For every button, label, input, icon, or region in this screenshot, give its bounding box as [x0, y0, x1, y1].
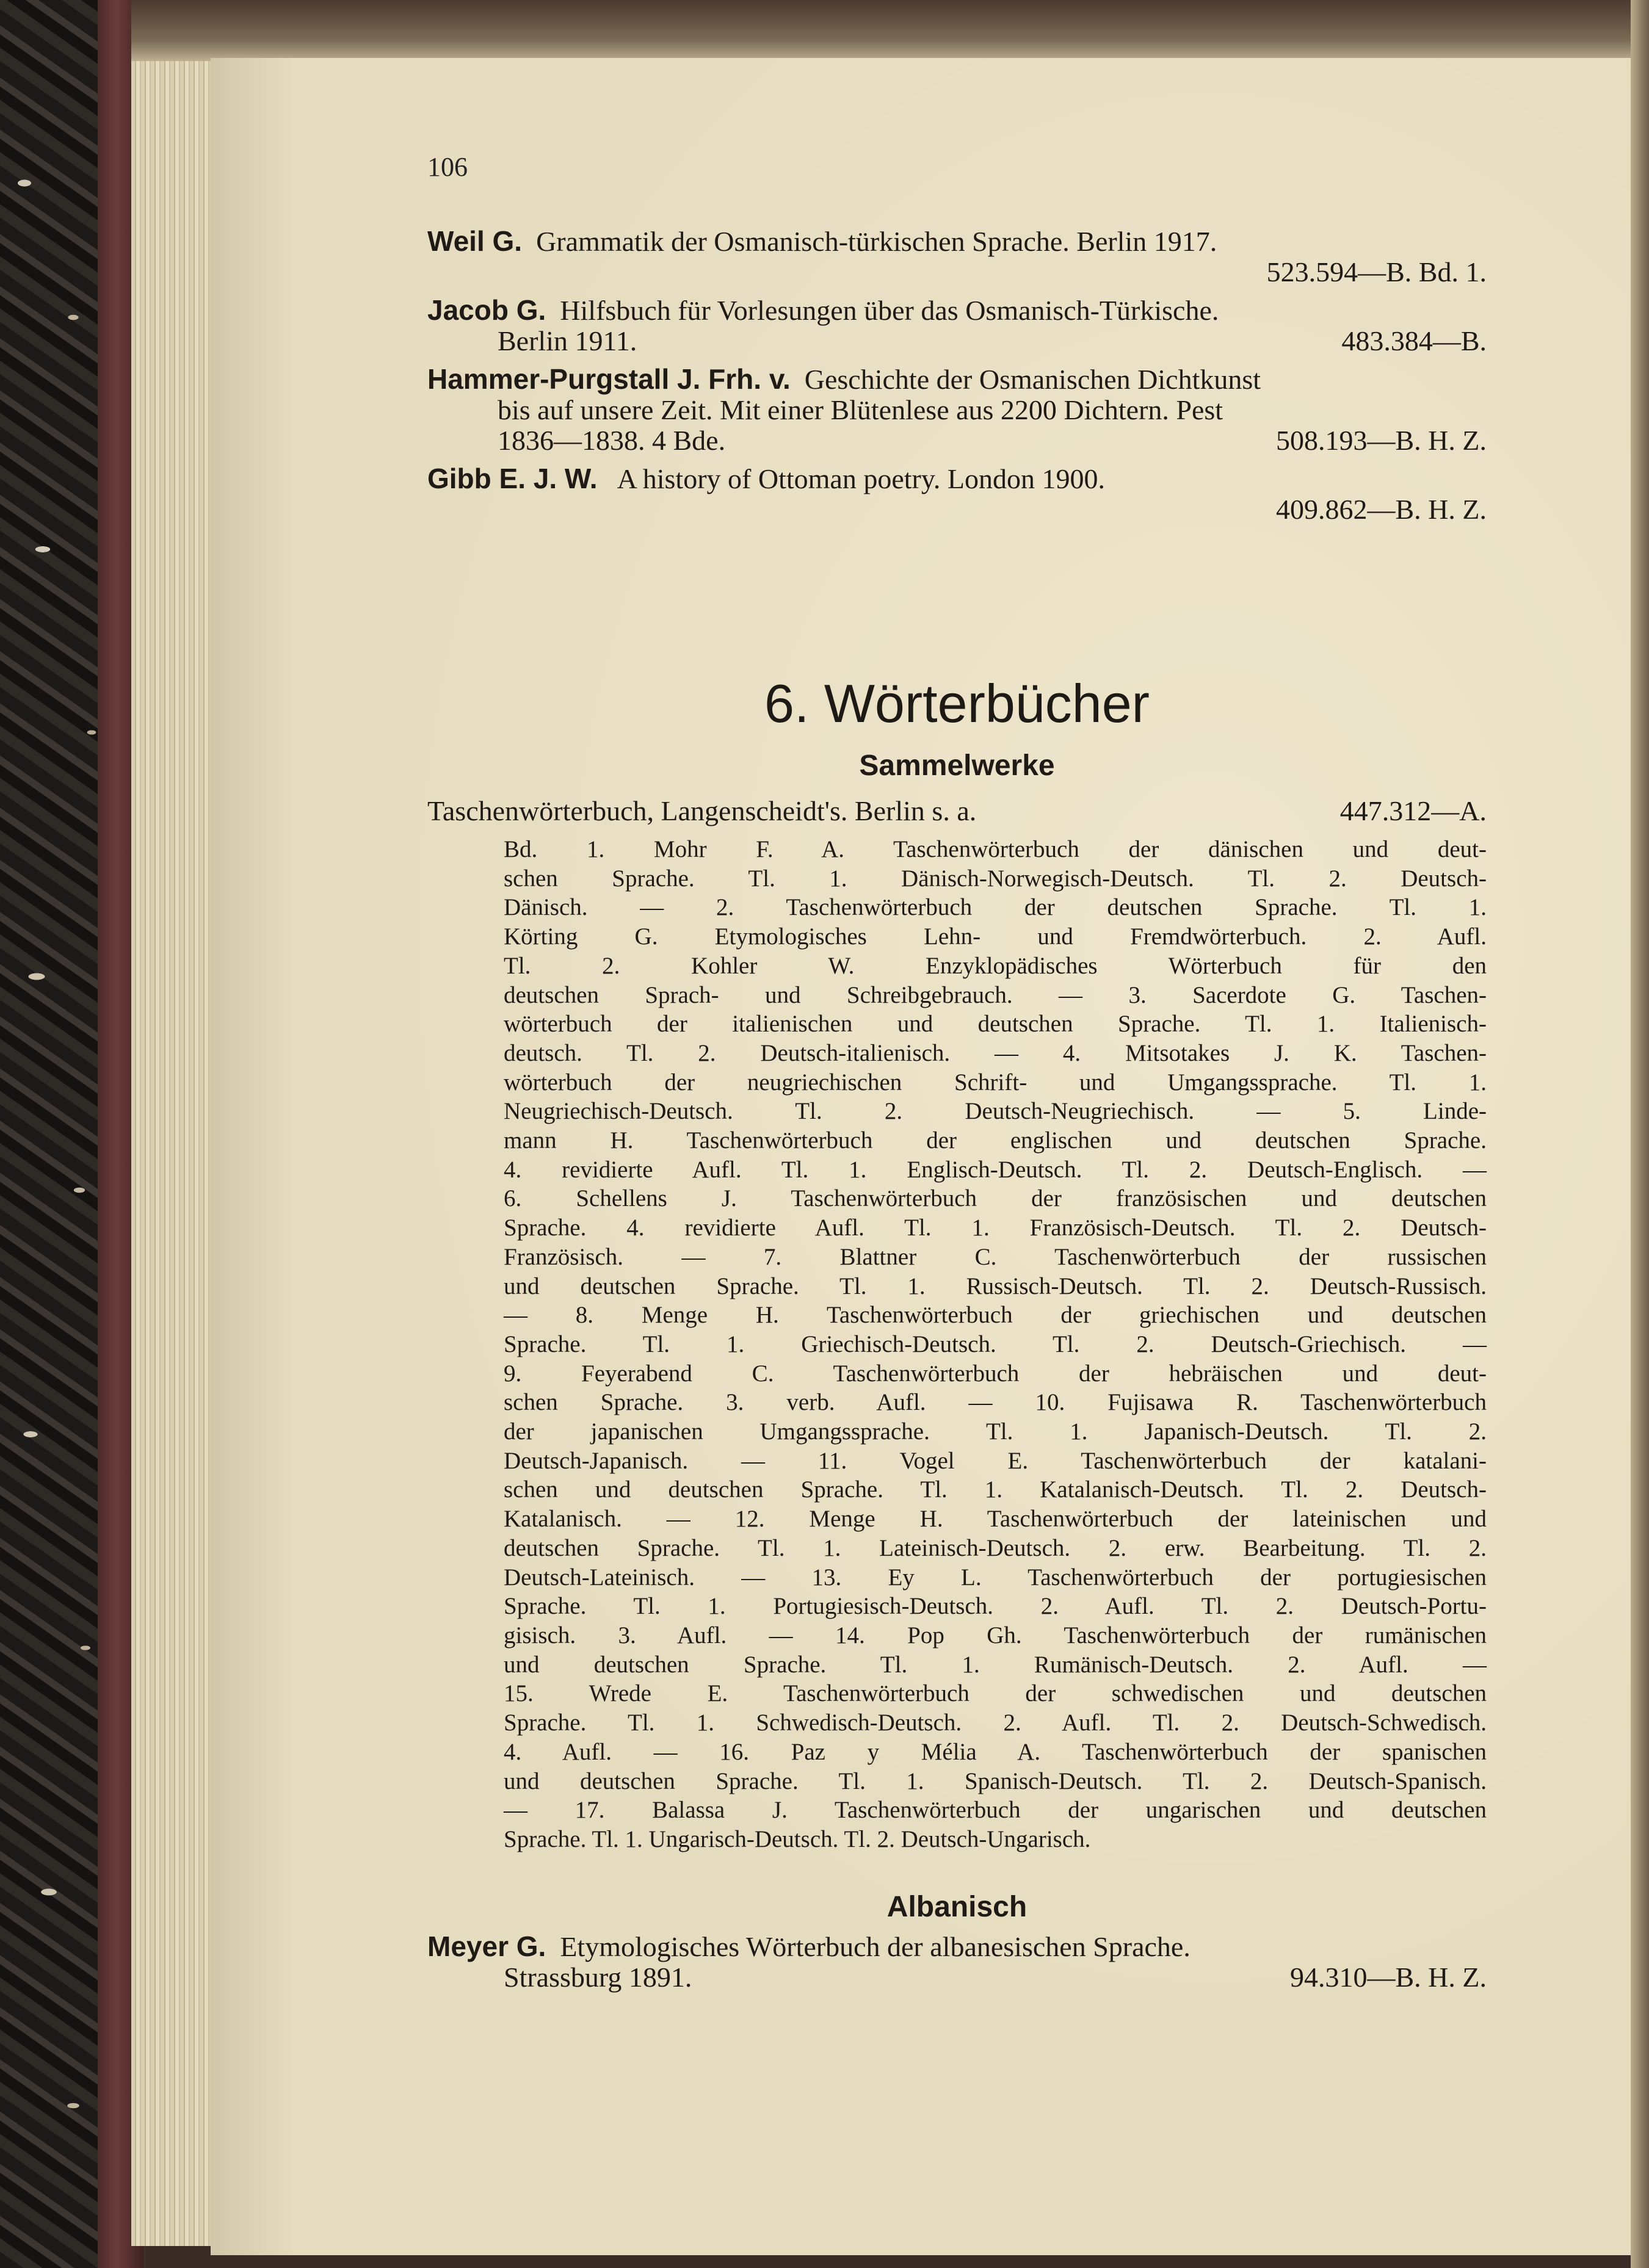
- entry-callnumber: 94.310—B. H. Z.: [1290, 1961, 1487, 1993]
- contents-line: — 8. Menge H. Taschenwörterbuch der griechischen und deutschen: [504, 1302, 1487, 1329]
- contents-line: 6. Schellens J. Taschenwörterbuch der französischen und deutschen: [504, 1185, 1487, 1212]
- contents-line: schen und deutschen Sprache. Tl. 1. Katalanisch-Deutsch. Tl. 2. Deutsch-: [504, 1476, 1487, 1503]
- contents-line: 9. Feyerabend C. Taschenwörterbuch der hebräischen und deut-: [504, 1360, 1487, 1387]
- contents-line: und deutschen Sprache. Tl. 1. Russisch-Deutsch. Tl. 2. Deutsch-Russisch.: [504, 1273, 1487, 1299]
- entry-imprint: Strassburg 1891.: [504, 1961, 692, 1993]
- entry-title-cont: bis auf unsere Zeit. Mit einer Blütenlese aus 2200 Dichtern. Pest: [498, 394, 1223, 425]
- entry-title: Grammatik der Osmanisch-türkischen Sprache. Berlin 1917.: [536, 226, 1217, 257]
- entry-callnumber: 508.193—B. H. Z.: [1276, 425, 1487, 456]
- page-right-edge: [1631, 0, 1649, 2268]
- contents-line: Tl. 2. Kohler W. Enzyklopädisches Wörterbuch für den: [504, 952, 1487, 979]
- entry-author: Gibb E. J. W.: [427, 463, 598, 494]
- entry-title: Geschichte der Osmanischen Dichtkunst: [804, 364, 1261, 395]
- contents-line: deutschen Sprache. Tl. 1. Lateinisch-Deutsch. 2. erw. Bearbeitung. Tl. 2.: [504, 1534, 1487, 1561]
- entry-imprint: 1836—1838. 4 Bde.: [498, 425, 726, 456]
- page-edges: [131, 61, 217, 2246]
- entry-author: Meyer G.: [427, 1930, 546, 1962]
- entry-title: Langenscheidt's. Berlin s. a.: [661, 795, 977, 826]
- entry-callnumber: 523.594—B. Bd. 1.: [1266, 256, 1487, 287]
- page-top-edge: [131, 0, 1649, 67]
- entry-title: Etymologisches Wörterbuch der albanesischen Sprache.: [560, 1930, 1191, 1962]
- contents-line: 15. Wrede E. Taschenwörterbuch der schwedischen und deutschen: [504, 1680, 1487, 1707]
- contents-line: Deutsch-Japanisch. — 11. Vogel E. Taschenwörterbuch der katalani-: [504, 1447, 1487, 1474]
- contents-line: Sprache. Tl. 1. Portugiesisch-Deutsch. 2. Aufl. Tl. 2. Deutsch-Portu-: [504, 1593, 1487, 1620]
- contents-line: Sprache. 4. revidierte Aufl. Tl. 1. Französisch-Deutsch. Tl. 2. Deutsch-: [504, 1215, 1487, 1241]
- entry-callnumber: 483.384—B.: [1341, 325, 1487, 356]
- subheading-sammelwerke: Sammelwerke: [859, 749, 1055, 782]
- contents-line: gisisch. 3. Aufl. — 14. Pop Gh. Taschenwörterbuch der rumänischen: [504, 1622, 1487, 1649]
- entry-weil: [427, 226, 1487, 287]
- entry-taschenwoerterbuch: [427, 796, 1487, 826]
- contents-line: schen Sprache. 3. verb. Aufl. — 10. Fujisawa R. Taschenwörterbuch: [504, 1389, 1487, 1416]
- contents-line: Sprache. Tl. 1. Ungarisch-Deutsch. Tl. 2. Deutsch-Ungarisch.: [504, 1826, 1091, 1852]
- contents-line: deutsch. Tl. 2. Deutsch-italienisch. — 4. Mitsotakes J. K. Taschen-: [504, 1039, 1487, 1066]
- entry-author: Hammer-Purgstall J. Frh. v.: [427, 363, 791, 395]
- contents-line: der japanischen Umgangssprache. Tl. 1. Japanisch-Deutsch. Tl. 2.: [504, 1418, 1487, 1445]
- entry-jacob: [427, 295, 1487, 356]
- contents-line: Neugriechisch-Deutsch. Tl. 2. Deutsch-Neugriechisch. — 5. Linde-: [504, 1098, 1487, 1125]
- entry-contents-list: [427, 835, 1487, 1854]
- contents-line: deutschen Sprach- und Schreibgebrauch. — 3. Sacerdote G. Taschen-: [504, 981, 1487, 1008]
- contents-line: mann H. Taschenwörterbuch der englischen und deutschen Sprache.: [504, 1127, 1487, 1154]
- contents-line: Französisch. — 7. Blattner C. Taschenwörterbuch der russischen: [504, 1243, 1487, 1270]
- contents-line: Dänisch. — 2. Taschenwörterbuch der deutschen Sprache. Tl. 1.: [504, 894, 1487, 921]
- contents-line: und deutschen Sprache. Tl. 1. Spanisch-Deutsch. Tl. 2. Deutsch-Spanisch.: [504, 1768, 1487, 1794]
- section-body: [427, 751, 1487, 1993]
- subheading-albanisch: Albanisch: [886, 1890, 1027, 1923]
- entry-author: Taschenwörterbuch,: [427, 795, 654, 826]
- entry-title: A history of Ottoman poetry. London 1900.: [617, 463, 1105, 494]
- contents-line: 4. Aufl. — 16. Paz y Mélia A. Taschenwörterbuch der spanischen: [504, 1738, 1487, 1765]
- contents-line: 4. revidierte Aufl. Tl. 1. Englisch-Deutsch. Tl. 2. Deutsch-Englisch. —: [504, 1156, 1487, 1183]
- contents-line: wörterbuch der italienischen und deutschen Sprache. Tl. 1. Italienisch-: [504, 1011, 1487, 1038]
- entry-gibb: [427, 463, 1487, 525]
- contents-line: Sprache. Tl. 1. Griechisch-Deutsch. Tl. 2. Deutsch-Griechisch. —: [504, 1331, 1487, 1357]
- entry-imprint: Berlin 1911.: [498, 325, 637, 356]
- entry-title: Hilfsbuch für Vorlesungen über das Osmanisch-Türkische.: [560, 295, 1219, 326]
- entry-author: Jacob G.: [427, 294, 546, 326]
- section-title: 6. Wörterbücher: [764, 673, 1150, 734]
- contents-line: Körting G. Etymologisches Lehn- und Fremdwörterbuch. 2. Aufl.: [504, 923, 1487, 950]
- entry-author: Weil G.: [427, 225, 523, 257]
- contents-line: und deutschen Sprache. Tl. 1. Rumänisch-Deutsch. 2. Aufl. —: [504, 1651, 1487, 1678]
- contents-line: Katalanisch. — 12. Menge H. Taschenwörterbuch der lateinischen und: [504, 1506, 1487, 1533]
- entry-meyer: [427, 1931, 1487, 1993]
- bibliography-top: [427, 226, 1487, 525]
- entry-hammer-purgstall: [427, 364, 1487, 456]
- contents-line: Bd. 1. Mohr F. A. Taschenwörterbuch der dänischen und deut-: [504, 836, 1487, 862]
- contents-line: Sprache. Tl. 1. Schwedisch-Deutsch. 2. Aufl. Tl. 2. Deutsch-Schwedisch.: [504, 1710, 1487, 1736]
- contents-line: schen Sprache. Tl. 1. Dänisch-Norwegisch-Deutsch. Tl. 2. Deutsch-: [504, 865, 1487, 892]
- entry-callnumber: 447.312—A.: [1339, 795, 1487, 826]
- contents-line: wörterbuch der neugriechischen Schrift- und Umgangssprache. Tl. 1.: [504, 1069, 1487, 1096]
- page-number: 106: [427, 152, 468, 182]
- entry-callnumber: 409.862—B. H. Z.: [1276, 494, 1487, 525]
- contents-line: Deutsch-Lateinisch. — 13. Ey L. Taschenwörterbuch der portugiesischen: [504, 1564, 1487, 1591]
- contents-line: — 17. Balassa J. Taschenwörterbuch der ungarischen und deutschen: [504, 1797, 1487, 1824]
